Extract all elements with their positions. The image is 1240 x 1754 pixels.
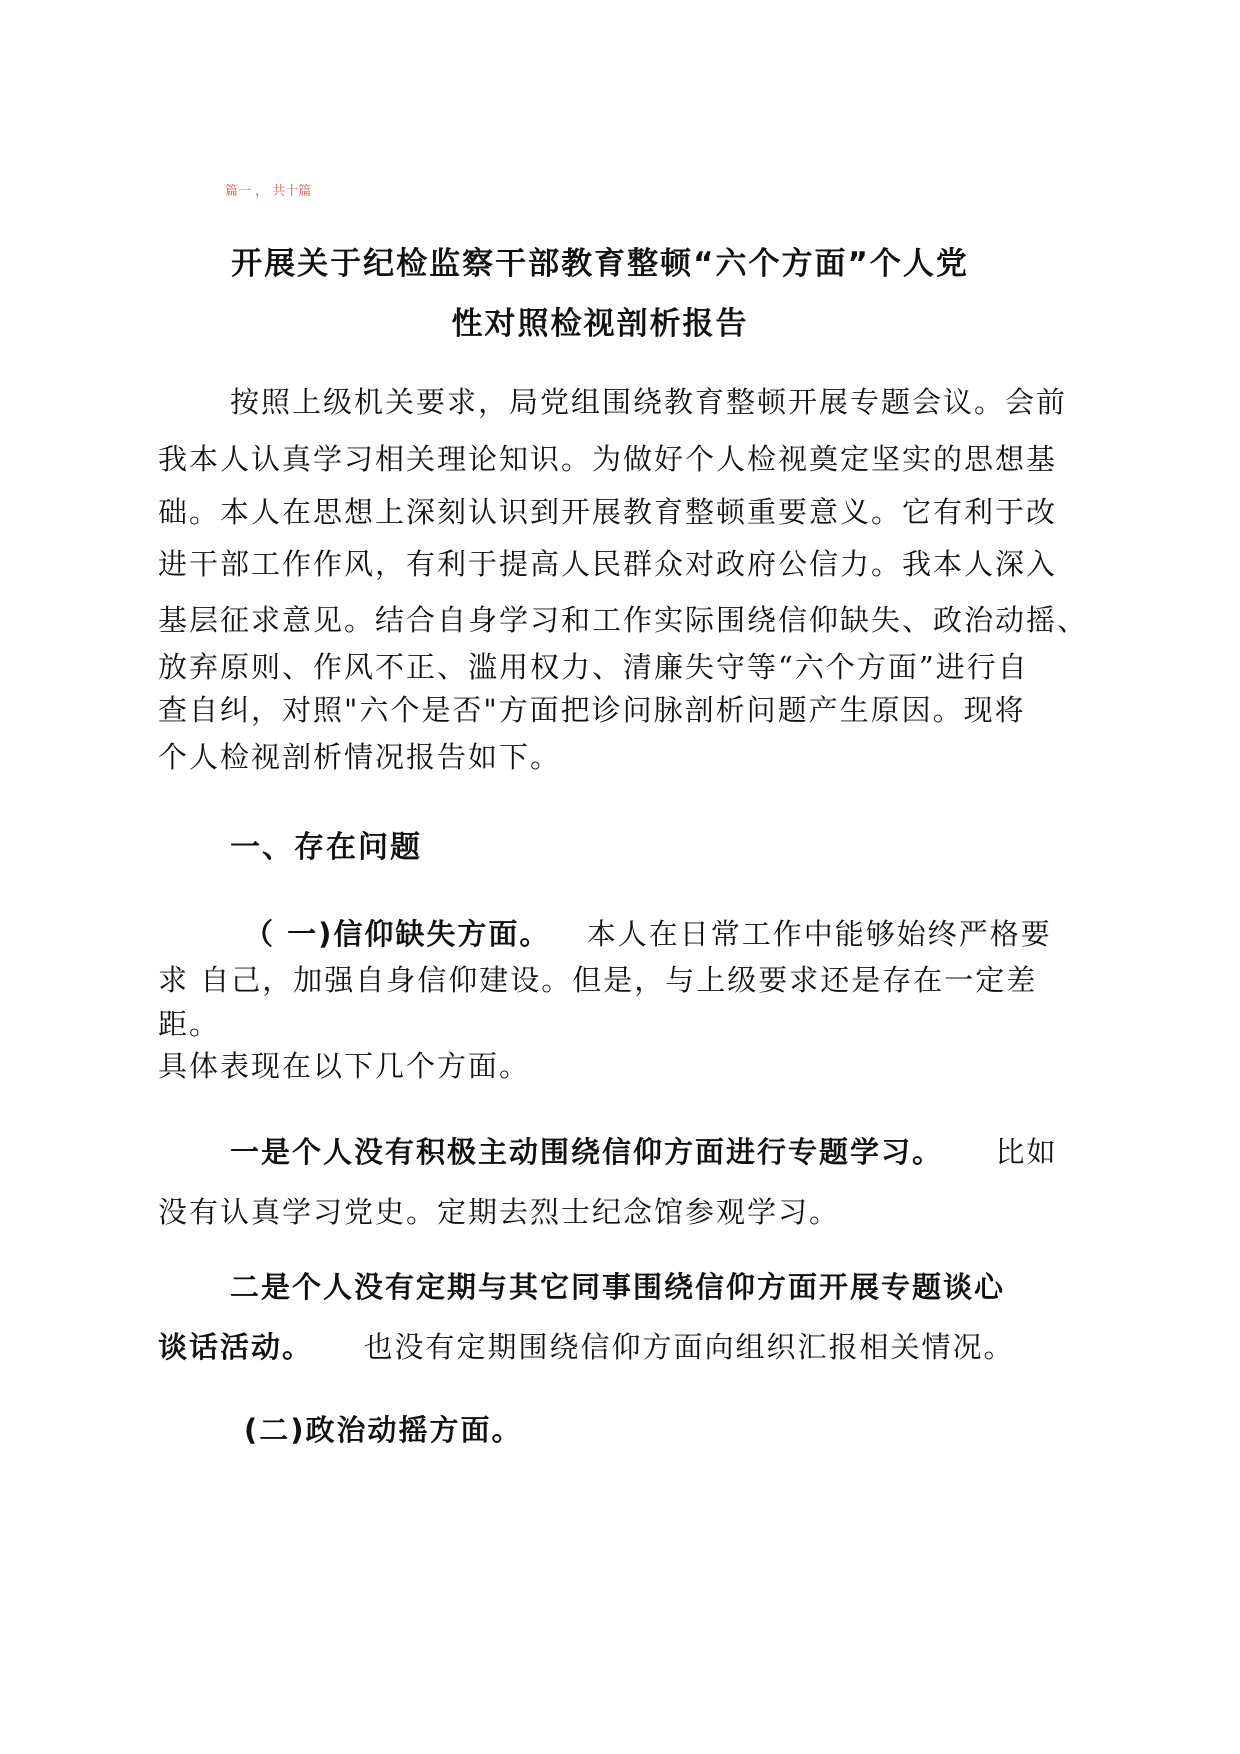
subsection-1-label: （ 一)信仰缺失方面。 [244,917,551,951]
intro-line: 个人检视剖析情况报告如下。 [158,740,562,774]
subsection-1-text: 本人在日常工作中能够始终严格要 [586,917,1052,951]
point-2-line-2 [158,1325,1014,1366]
intro-line: 查自纠，对照"六个是否"方面把诊问脉剖析问题产生原因。现将 [158,693,1026,727]
point-2-text: 也没有定期围绕信仰方面向组织汇报相关情况。 [363,1330,1015,1364]
subsection-1-line-1 [244,912,1052,953]
point-1-text: 比如 [995,1135,1058,1169]
intro-line: 础。本人在思想上深刻认识到开展教育整顿重要意义。它有利于改 [158,495,1058,529]
point-1-line-1 [230,1130,1057,1171]
document-title-line-2: 性对照检视剖析报告 [451,306,749,342]
subsection-1-line-3: 距。 [158,1007,221,1041]
point-2-bold: 谈话活动。 [158,1330,314,1364]
subsection-1-line-2: 求 自己，加强自身信仰建设。但是，与上级要求还是存在一定差 [158,963,1038,997]
point-1-line-2: 没有认真学习党史。定期去烈士纪念馆参观学习。 [158,1195,841,1229]
document-title-line-1: 开展关于纪检监察干部教育整顿“六个方面”个人党 [231,246,969,282]
intro-line: 进干部工作作风，有利于提高人民群众对政府公信力。我本人深入 [158,547,1058,581]
subsection-2-label: (二)政治动摇方面。 [244,1413,523,1447]
intro-line: 基层征求意见。结合自身学习和工作实际围绕信仰缺失、政治动摇、 [158,603,1089,637]
point-2-line-1: 二是个人没有定期与其它同事围绕信仰方面开展专题谈心 [230,1270,1006,1304]
subsection-1-line-4: 具体表现在以下几个方面。 [158,1049,531,1083]
intro-line: 我本人认真学习相关理论知识。为做好个人检视奠定坚实的思想基 [158,442,1058,476]
section-heading: 一、存在问题 [230,830,422,865]
page-header-note: 篇一 ， 共十篇 [225,184,312,199]
point-1-bold: 一是个人没有积极主动围绕信仰方面进行专题学习。 [230,1135,944,1169]
intro-line: 按照上级机关要求，局党组围绕教育整顿开展专题会议。会前 [230,385,1068,419]
intro-line: 放弃原则、作风不正、滥用权力、清廉失守等“六个方面”进行自 [158,650,1029,684]
